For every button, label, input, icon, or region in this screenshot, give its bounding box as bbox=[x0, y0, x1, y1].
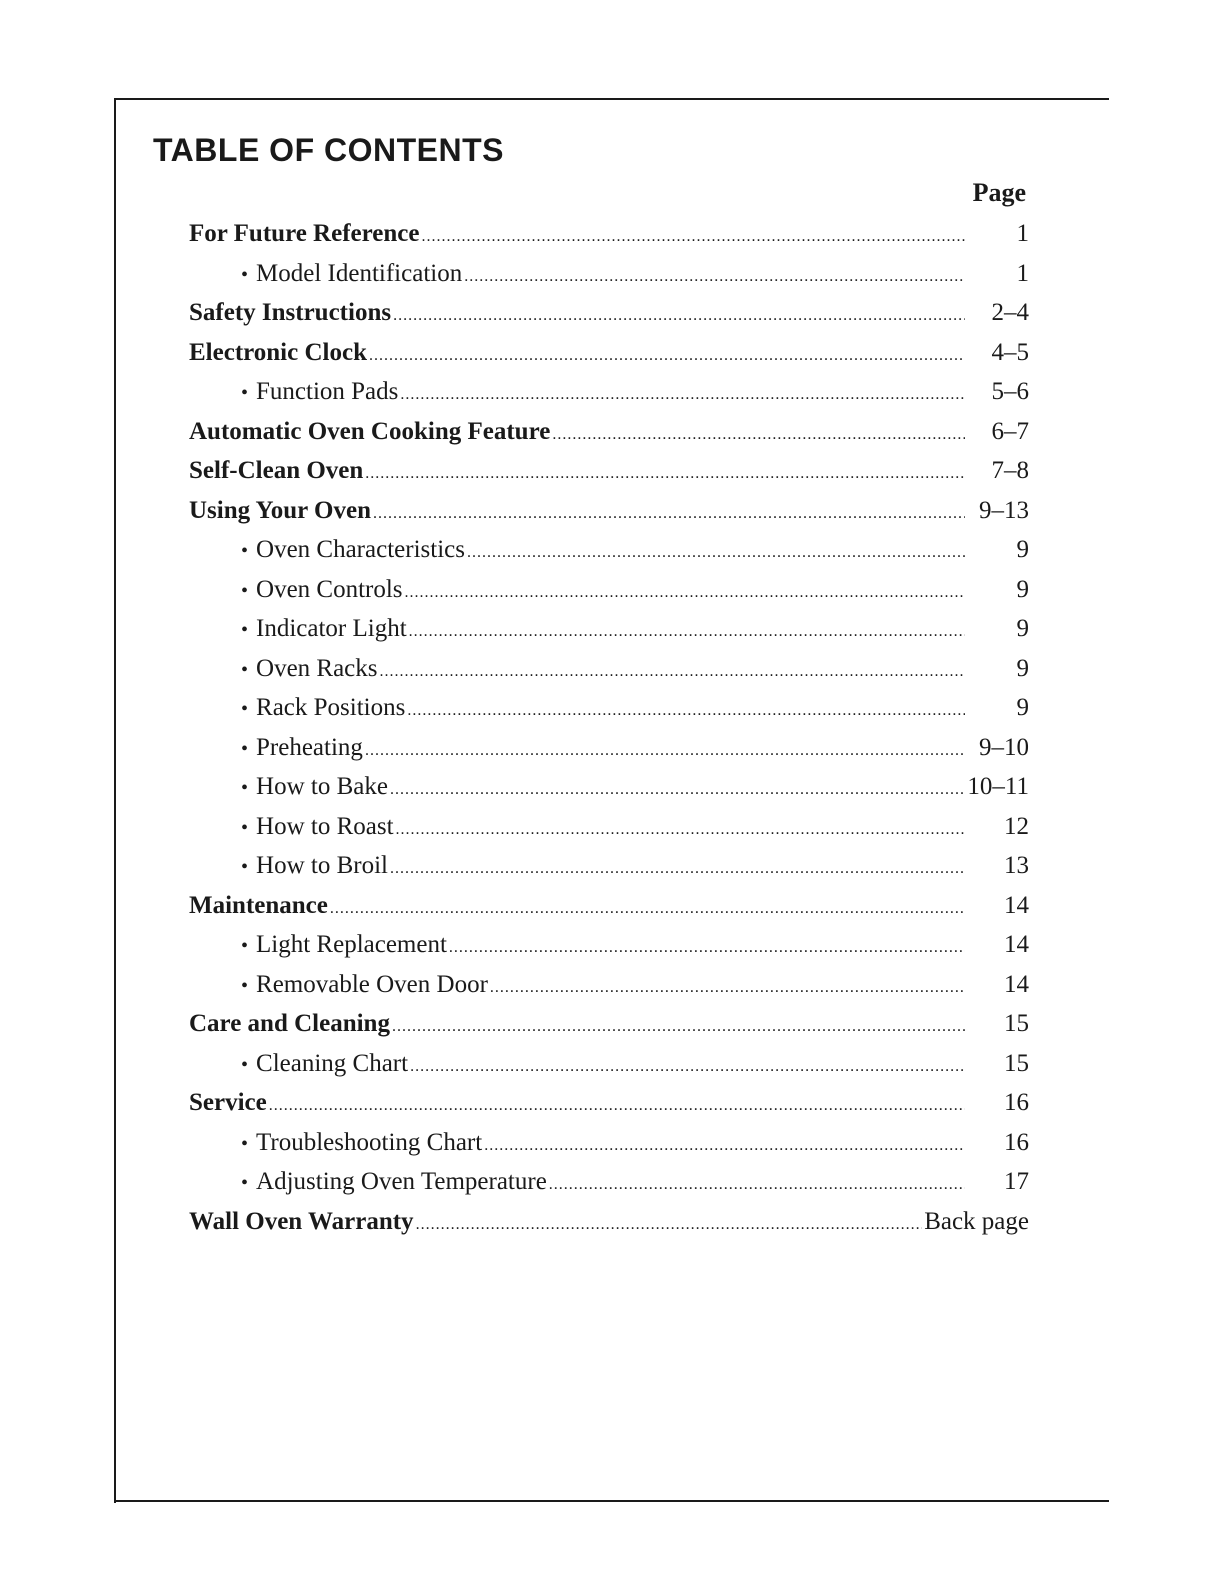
bullet-icon: • bbox=[241, 698, 249, 720]
dot-leader bbox=[330, 889, 965, 926]
toc-entry-page: 12 bbox=[1004, 812, 1029, 840]
dot-leader bbox=[421, 217, 965, 254]
toc-entry-label: Oven Controls bbox=[256, 575, 403, 603]
toc-entry-page: 9 bbox=[1016, 694, 1029, 721]
toc-entry-page: 17 bbox=[1004, 1168, 1029, 1195]
toc-entry-page: 14 bbox=[1004, 891, 1029, 919]
toc-entry-page: 2–4 bbox=[991, 299, 1029, 326]
toc-entry-page: 14 bbox=[1004, 931, 1029, 958]
toc-entry-label: Self-Clean Oven bbox=[189, 457, 364, 484]
toc-entry-page: 13 bbox=[1004, 852, 1029, 879]
toc-subsection-entry bbox=[189, 767, 1029, 807]
dot-leader bbox=[390, 849, 965, 886]
toc-entry-label: Maintenance bbox=[189, 891, 328, 919]
toc-subsection-entry bbox=[189, 728, 1029, 768]
toc-section-entry bbox=[189, 491, 1029, 531]
toc-entry-page: 14 bbox=[1004, 970, 1029, 998]
bullet-icon: • bbox=[241, 540, 249, 562]
dot-leader bbox=[407, 691, 965, 728]
toc-entry-label: Using Your Oven bbox=[189, 496, 371, 524]
frame-top-rule bbox=[114, 98, 1109, 100]
dot-leader bbox=[380, 652, 965, 689]
bullet-icon: • bbox=[241, 777, 249, 799]
bullet-icon: • bbox=[241, 579, 249, 602]
bullet-icon: • bbox=[241, 856, 249, 878]
toc-entry-page: 10–11 bbox=[967, 773, 1029, 800]
toc-section-entry bbox=[189, 1004, 1029, 1044]
toc-entry-label: Oven Characteristics bbox=[256, 536, 465, 563]
toc-section-entry bbox=[189, 1202, 1029, 1242]
page-title: TABLE OF CONTENTS bbox=[153, 132, 504, 168]
bullet-icon: • bbox=[241, 1053, 249, 1076]
toc-entry-page: 1 bbox=[1016, 220, 1029, 247]
toc-subsection-entry bbox=[189, 846, 1029, 886]
toc-entry-page: 16 bbox=[1004, 1128, 1029, 1156]
toc-entry-label: How to Bake bbox=[256, 773, 388, 800]
dot-leader bbox=[365, 731, 965, 768]
toc-subsection-entry bbox=[189, 372, 1029, 412]
toc-entry-label: How to Broil bbox=[256, 852, 388, 879]
bullet-icon: • bbox=[241, 1132, 249, 1155]
toc-entry-label: Preheating bbox=[256, 733, 363, 761]
dot-leader bbox=[390, 770, 965, 807]
dot-leader bbox=[269, 1086, 965, 1123]
toc-entry-label: Rack Positions bbox=[256, 694, 406, 721]
toc-section-entry bbox=[189, 293, 1029, 333]
toc-section-entry bbox=[189, 412, 1029, 452]
toc-subsection-entry bbox=[189, 530, 1029, 570]
toc-entry-label: Care and Cleaning bbox=[189, 1010, 390, 1037]
toc-subsection-entry bbox=[189, 965, 1029, 1005]
toc-section-entry bbox=[189, 214, 1029, 254]
dot-leader bbox=[484, 1126, 965, 1163]
toc-entry-label: Adjusting Oven Temperature bbox=[256, 1168, 547, 1195]
toc-subsection-entry bbox=[189, 925, 1029, 965]
dot-leader bbox=[449, 928, 965, 965]
page-column-header: Page bbox=[972, 178, 1026, 207]
toc-subsection-entry bbox=[189, 688, 1029, 728]
dot-leader bbox=[393, 296, 965, 333]
dot-leader bbox=[549, 1165, 965, 1202]
toc-entry-page: 9–13 bbox=[979, 496, 1029, 524]
dot-leader bbox=[552, 415, 965, 452]
bullet-icon: • bbox=[241, 974, 249, 997]
toc-subsection-entry bbox=[189, 807, 1029, 847]
bullet-icon: • bbox=[241, 935, 249, 957]
dot-leader bbox=[405, 573, 965, 610]
toc-entry-label: Wall Oven Warranty bbox=[189, 1207, 414, 1235]
toc-subsection-entry bbox=[189, 609, 1029, 649]
toc-entry-label: Troubleshooting Chart bbox=[256, 1128, 483, 1156]
toc-subsection-entry bbox=[189, 1044, 1029, 1084]
dot-leader bbox=[373, 494, 965, 531]
bullet-icon: • bbox=[241, 658, 249, 681]
toc-subsection-entry bbox=[189, 570, 1029, 610]
toc-entry-label: For Future Reference bbox=[189, 220, 420, 247]
toc-entry-label: Function Pads bbox=[256, 378, 399, 405]
bullet-icon: • bbox=[241, 816, 249, 839]
dot-leader bbox=[392, 1007, 965, 1044]
frame-bottom-rule bbox=[114, 1500, 1109, 1502]
bullet-icon: • bbox=[241, 619, 249, 641]
toc-entry-page: 1 bbox=[1016, 259, 1029, 287]
toc-entry-page: 5–6 bbox=[991, 378, 1029, 405]
toc-subsection-entry bbox=[189, 649, 1029, 689]
toc-list bbox=[189, 214, 1029, 1241]
toc-entry-label: Oven Racks bbox=[256, 654, 378, 682]
toc-entry-page: 4–5 bbox=[991, 338, 1029, 366]
toc-entry-page: 16 bbox=[1004, 1089, 1029, 1116]
dot-leader bbox=[400, 375, 965, 412]
toc-subsection-entry bbox=[189, 254, 1029, 294]
toc-entry-page: 9 bbox=[1016, 654, 1029, 682]
dot-leader bbox=[464, 257, 965, 294]
toc-section-entry bbox=[189, 451, 1029, 491]
toc-section-entry bbox=[189, 1083, 1029, 1123]
bullet-icon: • bbox=[241, 263, 249, 286]
dot-leader bbox=[365, 454, 965, 491]
frame-left-rule bbox=[114, 98, 116, 1503]
toc-entry-page: 15 bbox=[1004, 1010, 1029, 1037]
toc-subsection-entry bbox=[189, 1162, 1029, 1202]
dot-leader bbox=[410, 1047, 965, 1084]
toc-entry-page: 9 bbox=[1016, 575, 1029, 603]
toc-entry-label: Safety Instructions bbox=[189, 299, 392, 326]
toc-entry-page: Back page bbox=[924, 1207, 1029, 1235]
toc-entry-page: 15 bbox=[1004, 1049, 1029, 1077]
toc-entry-label: Indicator Light bbox=[256, 615, 407, 642]
dot-leader bbox=[396, 810, 965, 847]
toc-entry-label: Automatic Oven Cooking Feature bbox=[189, 417, 551, 445]
toc-entry-label: Light Replacement bbox=[256, 931, 447, 958]
toc-entry-page: 9 bbox=[1016, 536, 1029, 563]
toc-entry-label: How to Roast bbox=[256, 812, 394, 840]
toc-entry-label: Cleaning Chart bbox=[256, 1049, 409, 1077]
toc-entry-label: Removable Oven Door bbox=[256, 970, 488, 998]
dot-leader bbox=[409, 612, 965, 649]
dot-leader bbox=[467, 533, 965, 570]
dot-leader bbox=[416, 1205, 923, 1242]
dot-leader bbox=[490, 968, 965, 1005]
bullet-icon: • bbox=[241, 737, 249, 760]
toc-entry-page: 9 bbox=[1016, 615, 1029, 642]
toc-entry-page: 9–10 bbox=[979, 733, 1029, 761]
toc-entry-label: Electronic Clock bbox=[189, 338, 367, 366]
toc-entry-page: 6–7 bbox=[991, 417, 1029, 445]
bullet-icon: • bbox=[241, 1172, 249, 1194]
bullet-icon: • bbox=[241, 382, 249, 404]
toc-entry-label: Model Identification bbox=[256, 259, 463, 287]
toc-section-entry bbox=[189, 333, 1029, 373]
toc-entry-label: Service bbox=[189, 1089, 267, 1116]
toc-subsection-entry bbox=[189, 1123, 1029, 1163]
toc-entry-page: 7–8 bbox=[991, 457, 1029, 484]
dot-leader bbox=[369, 336, 965, 373]
toc-section-entry bbox=[189, 886, 1029, 926]
